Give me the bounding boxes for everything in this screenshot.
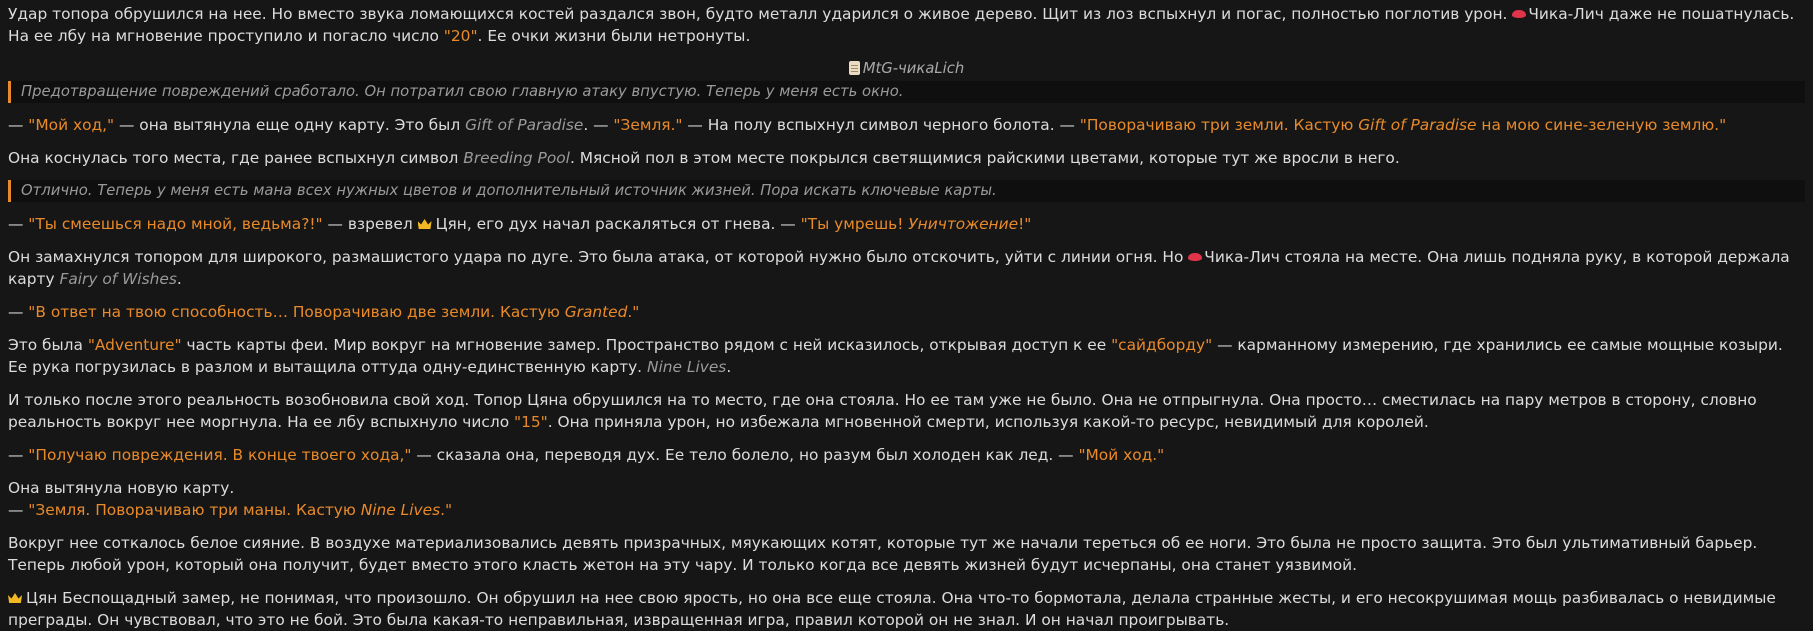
- quote: .": [627, 303, 640, 321]
- narration-text: . —: [583, 116, 614, 134]
- narration-text: Он замахнулся топором для широкого, размашистого удара по дуге. Это была атака, от которой нужно было отскочить, уйти с линии огня. Но: [8, 248, 1189, 266]
- dialogue-paragraph: [8, 213, 1805, 235]
- crown-icon: [8, 593, 22, 603]
- dialogue-paragraph: [8, 444, 1805, 466]
- quote: .": [440, 501, 453, 519]
- quote: "Получаю повреждения. В конце твоего хода,": [28, 446, 412, 464]
- thought-block: Предотвращение повреждений сработало. Он потратил свою главную атаку впустую. Теперь у меня есть окно.: [8, 81, 1805, 103]
- lips-icon: [1512, 10, 1526, 18]
- narration-text: — На полу вспыхнул символ черного болота. —: [682, 116, 1080, 134]
- quoted-number: "15": [514, 413, 548, 431]
- dash: —: [8, 501, 29, 519]
- quote-italic: Уничтожение: [908, 215, 1019, 233]
- quote: "Земля. Поворачиваю три маны. Кастую: [28, 501, 361, 519]
- narration-text: . Она приняла урон, но избежала мгновенной смерти, используя какой-то ресурс, невидимый для королей.: [547, 413, 1429, 431]
- author-name: MtG-чикаLich: [862, 60, 965, 77]
- narration-text: — карманному измерению, где хранились ее самые мощные козыри. Ее рука погрузилась в разлом и вытащила оттуда одну-единственную карту.: [8, 336, 1783, 376]
- narration-paragraph: [8, 246, 1805, 290]
- quote: "Земля.": [613, 116, 683, 134]
- quote: "Ты смеешься надо мной, ведьма?!": [28, 215, 323, 233]
- lips-icon: [1188, 253, 1202, 261]
- narration-paragraph: [8, 3, 1805, 47]
- narration-text: Чика-Лич стояла на месте. Она лишь подняла руку, в которой держала карту: [8, 248, 1790, 288]
- narration-text: .: [176, 270, 182, 288]
- dialogue-paragraph: [8, 301, 1805, 323]
- crown-icon: [418, 219, 432, 229]
- quote: "В ответ на твою способность… Поворачиваю две земли. Кастую: [28, 303, 565, 321]
- narration-text: — сказала она, переводя дух. Ее тело болело, но разум был холоден как лед. —: [411, 446, 1079, 464]
- narration-text: . Ее очки жизни были нетронуты.: [477, 27, 751, 45]
- narration-text: . Мясной пол в этом месте покрылся светящимися райскими цветами, которые тут же вросли в него.: [569, 149, 1400, 167]
- narration-text: — она вытянула еще одну карту. Это был: [114, 116, 466, 134]
- card-name: Nine Lives: [360, 501, 441, 519]
- quote: "сайдборду": [1111, 336, 1213, 354]
- thought-block: Отлично. Теперь у меня есть мана всех нужных цветов и дополнительный источник жизней. Пора искать ключевые карты.: [8, 180, 1805, 202]
- quote: на мою сине-зеленую землю.": [1476, 116, 1727, 134]
- dialogue-paragraph: [8, 499, 1805, 521]
- narration-paragraph: [8, 147, 1805, 169]
- narration-paragraph: [8, 389, 1805, 433]
- narration-text: часть карты феи. Мир вокруг на мгновение замер. Пространство рядом с ней исказилось, открывая доступ к ее: [181, 336, 1112, 354]
- narration-text: — взревел: [322, 215, 418, 233]
- scroll-icon: [849, 61, 860, 75]
- dialogue-paragraph: [8, 114, 1805, 136]
- narration-text: Чика-Лич даже не пошатнулась. На ее лбу на мгновение проступило и погасло число: [8, 5, 1795, 45]
- narration-text: Она коснулась того места, где ранее вспыхнул символ: [8, 149, 464, 167]
- dash: —: [8, 215, 29, 233]
- quoted-number: "20": [443, 27, 478, 45]
- narration-text: Это была: [8, 336, 88, 354]
- card-name: Gift of Paradise: [1358, 116, 1477, 134]
- narration-text: Цян, его дух начал раскаляться от гнева. —: [435, 215, 801, 233]
- narration-text: .: [726, 358, 732, 376]
- dash: —: [8, 446, 29, 464]
- quote: "Adventure": [87, 336, 182, 354]
- author-label: [8, 58, 1805, 80]
- quote: !": [1018, 215, 1032, 233]
- narration-paragraph: Она вытянула новую карту.: [8, 479, 235, 497]
- quote: "Ты умрешь!: [800, 215, 909, 233]
- dash: —: [8, 116, 29, 134]
- quote: "Поворачиваю три земли. Кастую: [1079, 116, 1359, 134]
- card-name: Granted: [564, 303, 628, 321]
- narration-text: Цян Беспощадный замер, не понимая, что произошло. Он обрушил на нее свою ярость, но она все еще стояла. Она что-то бормотала, делала странные жесты, и его несокрушимая мощь разбивалась о невидимые преграды. Он чувствовал, что это не бой. Это была какая-то неправильная, извращенная игра, правил которой он не знал. И он начал проигрывать.: [8, 589, 1776, 629]
- narration-text: И только после этого реальность возобновила свой ход. Топор Цяна обрушился на то место, где она стояла. Но ее там уже не было. Она не отпрыгнула. Она просто… сместилась на пару метров в сторону, словно реальность вокруг нее моргнула. На ее лбу вспыхнуло число: [8, 391, 1757, 431]
- card-name: Nine Lives: [646, 358, 727, 376]
- narration-paragraph: [8, 334, 1805, 378]
- quote: "Мой ход,": [28, 116, 115, 134]
- narration-paragraph: Вокруг нее соткалось белое сияние. В воздухе материализовались девять призрачных, мяукающих котят, которые тут же начали тереться об ее ноги. Это была не просто защита. Это был ультимативный барьер. Теперь любой урон, который она получит, будет вместо этого класть жетон на эту чару. И только когда все девять жизней будут исчерпаны, она станет уязвимой.: [8, 534, 1758, 574]
- dash: —: [8, 303, 29, 321]
- quote: "Мой ход.": [1078, 446, 1165, 464]
- card-name: Fairy of Wishes: [59, 270, 177, 288]
- narration-text: Удар топора обрушился на нее. Но вместо звука ломающихся костей раздался звон, будто металл ударился о живое дерево. Щит из лоз вспыхнул и погас, полностью поглотив урон.: [8, 5, 1513, 23]
- card-name: Breeding Pool: [463, 149, 570, 167]
- card-name: Gift of Paradise: [465, 116, 584, 134]
- narration-paragraph: [8, 587, 1805, 631]
